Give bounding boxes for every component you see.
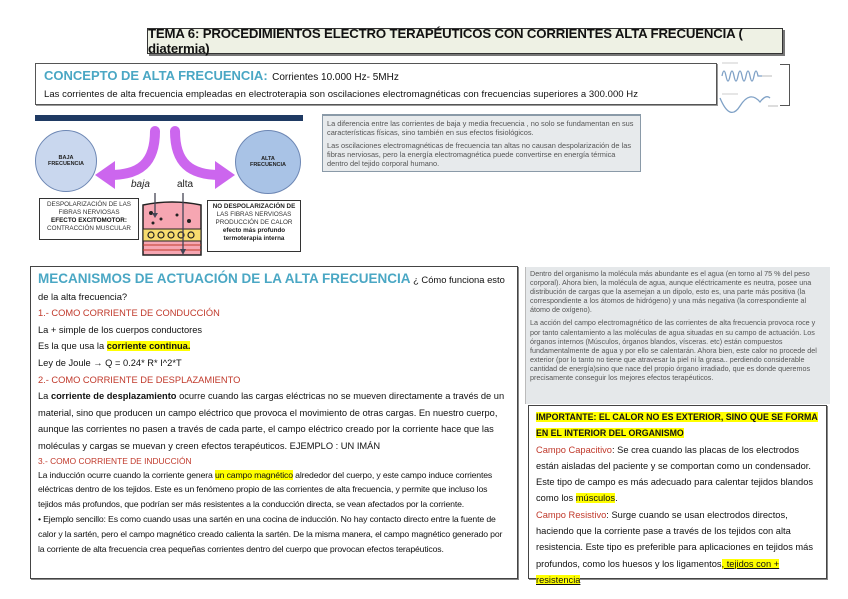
induction-example: • Ejemplo sencillo: Es como cuando usas una sartén en una cocina de inducción. No hay contacto directo entre la fuente de calor y la sartén, pero el campo magnético creado calienta la sartén. De la misma manera, el campo magnético generado por la corriente de alta frecuencia crea pequeñas corrientes dentro del cuerpo que provocan efectos terapéuticos. — [38, 513, 503, 554]
low-effect-line: CONTRACCIÓN MUSCULAR — [47, 225, 131, 232]
low-frequency-circle — [35, 130, 97, 192]
high-effect-line: PRODUCCIÓN DE CALOR — [215, 219, 293, 226]
section-2-text: ocurre cuando las cargas eléctricas no se mueven directamente a través de un material, sino que producen un campo eléctrico que provoca el movimiento de otras cargas. En nuestro cuerpo, aunque las corrientes no pasen a través de cada parte, el campo eléctrico creado por la corriente hace que las moléculas y cargas se muevan y creen efectos terapéuticos. EJEMPLO : UN IMÁN — [38, 391, 505, 451]
highlight-tejidos-resistencia: , tejidos con + resistencia — [536, 558, 780, 585]
highlight-musculos: músculos — [575, 493, 616, 504]
page-title — [147, 28, 783, 54]
tissue-layers-icon — [139, 193, 205, 258]
high-effect-line: termoterapia interna — [223, 235, 285, 242]
low-effect-line: FIBRAS NERVIOSAS — [58, 209, 120, 216]
highlight-corriente-continua: corriente continua. — [106, 341, 191, 352]
section-3-paragraph — [38, 468, 510, 512]
quote-paragraph: Dentro del organismo la molécula más abundante es el agua (en torno al 75 % del peso corporal). Ahora bien, la molécula de agua, aunque eléctricamente es neutra, posee una distribución de cargas que la asemejan a un dipolo, esto es, una parte más positiva (la correspondiente a los átomos de hidrógeno) y una más negativa (la correspondiente al átomo de oxígeno). — [530, 269, 812, 315]
low-frequency-label-1: BAJA — [58, 155, 74, 161]
concept-description: Las corrientes de alta frecuencia empleadas en electroterapia son oscilaciones electromagnéticas con frecuencias superiores a 300.000 Hz — [44, 89, 639, 100]
section-1-line: La + simple de los cuerpos conductores — [38, 324, 203, 335]
concept-range: Corrientes 10.000 Hz- 5MHz — [272, 72, 399, 83]
page-title-text: TEMA 6: PROCEDIMIENTOS ELECTRO TERAPÉUTICOS CON CORRIENTES ALTA FRECUENCIA ( diatermia) — [148, 26, 743, 56]
mechanisms-question: ¿ Cómo funciona esto de la alta frecuencia? — [38, 274, 505, 302]
frequency-difference-quote — [322, 114, 641, 172]
important-box — [528, 405, 827, 585]
joule-law: Ley de Joule → Q = 0.24* R* I^2*T — [38, 357, 182, 368]
wave-frequency-icon — [718, 58, 780, 120]
section-2-text: La — [38, 391, 51, 402]
mechanisms-title: MECANISMOS DE ACTUACIÓN DE LA ALTA FRECUENCIA — [38, 271, 411, 286]
low-effect-line: EFECTO EXCITOMOTOR: — [51, 217, 127, 224]
section-2-paragraph — [38, 388, 510, 454]
mechanisms-box — [30, 266, 518, 579]
important-heading — [536, 409, 819, 442]
resistive-field-label: Campo Resistivo — [536, 509, 607, 520]
section-3-text: alrededor del cuerpo, y este campo induce corrientes eléctricas dentro de los tejidos. Este es un fenómeno propio de las corrientes de alta frecuencia, y permite que incluso los tejidos más profundos, que podrían ser más resistentes a la conducción directa, se vean afectados por la corriente. — [38, 469, 493, 510]
high-frequency-circle — [235, 130, 301, 194]
low-label: baja — [131, 179, 150, 190]
important-heading-text: IMPORTANTE: EL CALOR NO ES EXTERIOR, SINO QUE SE FORMA EN EL INTERIOR DEL ORGANISMO — [536, 412, 818, 439]
section-1-line — [38, 338, 510, 355]
low-frequency-effects-box — [39, 198, 139, 240]
low-effect-line: DESPOLARIZACIÓN DE LAS — [47, 201, 131, 208]
frequency-diagram — [35, 113, 303, 258]
concept-box-bracket — [780, 64, 790, 106]
high-effect-line: LAS FIBRAS NERVIOSAS — [216, 211, 292, 218]
low-frequency-label-2: FRECUENCIA — [47, 161, 85, 167]
section-1-text: Es la que usa la — [38, 341, 107, 352]
highlight-campo-magnetico: un campo magnético — [214, 469, 293, 480]
high-frequency-effects-box — [207, 200, 301, 252]
quote-paragraph: Las oscilaciones electromagnéticas de frecuencia tan altas no causan despolarización de las fibras nerviosas, pero la energía electromagnética puede convertirse en energía térmica dentro del tejido corporal humano. — [327, 140, 632, 169]
high-frequency-label-2: FRECUENCIA — [249, 162, 287, 168]
concept-heading: CONCEPTO DE ALTA FRECUENCIA: — [44, 68, 268, 83]
section-2-heading: 2.- COMO CORRIENTE DE DESPLAZAMIENTO — [38, 374, 241, 385]
section-1-heading: 1.- COMO CORRIENTE DE CONDUCCIÓN — [38, 308, 220, 319]
section-2-bold-term: corriente de desplazamiento — [50, 391, 177, 402]
water-molecule-quote — [525, 267, 830, 404]
high-effect-line: NO DESPOLARIZACIÓN DE — [212, 203, 296, 210]
quote-paragraph: La acción del campo electromagnético de las corrientes de alta frecuencia provoca roce y por tanto calentamiento a las moléculas de agua situadas en su campo de actuación. Los órganos internos (Músculos, órganos blandos, vísceras. etc) están compuestos fundamentalmente de agua y por ello se calentarán. Ahora bien, este calor no procede del exterior (por lo tanto no tiene que atravesar la piel ni la grasa.. perdiendo considerable cantidad de energía)sino que nace del propio órgano irradiado, que es donde queremos precisamente conseguir los mejores efectos terapéuticos. — [530, 318, 817, 383]
high-frequency-label-1: ALTA — [261, 156, 275, 162]
high-label: alta — [177, 179, 194, 190]
capacitive-field-end: . — [615, 493, 618, 504]
capacitive-field-text: : Se crea cuando las placas de los electrodos están aisladas del paciente y se comportan como un condensador. Este tipo de campo es más adecuado para calentar tejidos blandos como los — [536, 444, 814, 504]
resistive-field-text: : Surge cuando se usan electrodos directos, haciendo que la corriente pase a través de los tejidos con alta resistencia. Este tipo es preferible para aplicaciones en tejidos más profundos, como los huesos y los ligamentos — [536, 509, 813, 569]
resistive-field-paragraph — [536, 507, 819, 588]
high-effect-line: efecto más profundo — [222, 227, 286, 234]
capacitive-field-paragraph — [536, 442, 819, 507]
section-3-heading: 3.- COMO CORRIENTE DE INDUCCIÓN — [38, 455, 192, 466]
section-3-text: La inducción ocurre cuando la corriente genera — [38, 469, 215, 480]
quote-paragraph: La diferencia entre las corrientes de baja y media frecuencia , no solo se fundamentan en sus características físicas, sino también en sus efectos fisiológicos. — [327, 119, 634, 138]
capacitive-field-label: Campo Capacitivo — [536, 444, 612, 455]
concept-box — [35, 63, 717, 105]
